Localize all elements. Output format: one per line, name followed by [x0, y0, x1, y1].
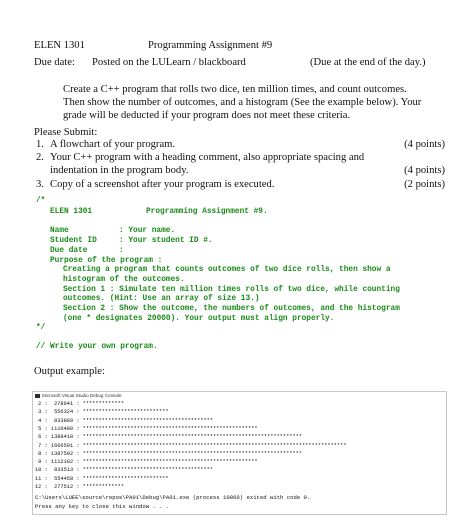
code-name-label: Name: [50, 227, 69, 235]
course-code: ELEN 1301: [34, 40, 85, 51]
intro-line-3: grade will be deducted if your program does not meet these criteria.: [63, 110, 351, 121]
assignment-title: Programming Assignment #9: [148, 40, 273, 51]
due-location: Posted on the LULearn / blackboard: [92, 57, 246, 68]
code-sid-label: Student ID: [50, 237, 97, 245]
code-sid-value: : Your student ID #.: [119, 237, 213, 245]
console-screenshot: [32, 391, 447, 515]
list-item: [36, 178, 445, 192]
histogram-row: 2 : 278041 : *************: [35, 401, 125, 407]
code-course: ELEN 1301: [50, 208, 93, 216]
item-text: A flowchart of your program.: [50, 139, 176, 150]
item-text: Your C++ program with a heading comment, also appropriate spacing and: [50, 152, 365, 164]
histogram-row: 8 : 1387592 : *********************************************************************: [35, 450, 303, 457]
comment-close: */: [36, 324, 46, 332]
item-text: indentation in the program body.: [50, 165, 189, 177]
histogram-row: 11 : 554458 : ***************************: [35, 475, 169, 482]
histogram-row: 6 : 1389418 : *********************************************************************: [35, 434, 303, 441]
item-points: (2 points): [404, 178, 445, 190]
item-number: 3.: [36, 178, 44, 190]
histogram-row: 7 : 1666591 : ***********************************************************************************: [35, 442, 347, 449]
code-due-label: Due date: [50, 247, 88, 255]
code-comment: // Write your own program.: [36, 343, 158, 351]
press-key-message: Press any key to close this window . . .: [35, 503, 170, 510]
exit-message: C:\Users\LUEE\source\repos\PA01\Debug\PA01.exe (process 10860) exited with code 0.: [35, 494, 311, 501]
list-item: [50, 165, 445, 178]
intro-line-2: Then show the number of outcomes, and a histogram (See the example below). Your: [63, 97, 422, 108]
code-purpose-label: Purpose of the program :: [50, 257, 163, 265]
output-heading: Output example:: [34, 366, 105, 377]
comment-open: /*: [36, 197, 46, 205]
intro-line-1: Create a C++ program that rolls two dice, ten million times, and count outcomes.: [63, 84, 407, 95]
submit-heading: Please Submit:: [34, 127, 98, 138]
code-purpose-line: histogram of the outcomes.: [63, 276, 185, 284]
item-number: 2.: [36, 152, 44, 164]
console-app-icon: [35, 394, 40, 398]
due-time: (Due at the end of the day.): [310, 57, 426, 68]
item-text: Copy of a screenshot after your program is executed.: [50, 178, 275, 190]
code-assignment: Programming Assignment #9.: [146, 208, 268, 216]
item-points: (4 points): [404, 165, 445, 177]
code-purpose-line: Section 2 : Show the outcome, the numbers of outcomes, and the histogram: [63, 305, 400, 313]
due-date-label: Due date:: [34, 57, 75, 68]
console-window-title: Microsoft Visual Studio Debug Console: [42, 393, 122, 398]
code-due-value: :: [119, 247, 124, 255]
console-title-bar: [35, 393, 122, 398]
code-purpose-line: outcomes. (Hint: Use an array of size 13.): [63, 295, 260, 303]
histogram-row: 3 : 556324 : ***************************: [35, 409, 169, 416]
histogram-row: 10 : 833513 : *****************************************: [35, 467, 214, 474]
list-item: [36, 152, 445, 165]
code-purpose-line: Section 1 : Simulate ten million times rolls of two dice, while counting: [63, 286, 400, 294]
list-item: [36, 139, 445, 152]
item-number: 1.: [36, 139, 44, 150]
histogram-row: 4 : 833889 : *****************************************: [35, 417, 214, 424]
code-purpose-line: (one * designates 20000). Your output must align properly.: [63, 315, 335, 323]
item-points: (4 points): [404, 139, 445, 150]
histogram-row: 9 : 1112182 : *******************************************************: [35, 459, 258, 466]
code-purpose-line: Creating a program that counts outcomes of two dice rolls, then show a: [63, 266, 391, 274]
submit-list: [36, 139, 445, 192]
code-name-value: : Your name.: [119, 227, 176, 235]
histogram-row: 5 : 1110480 : *******************************************************: [35, 425, 258, 432]
histogram-row: 12 : 277512 : *************: [35, 484, 125, 490]
